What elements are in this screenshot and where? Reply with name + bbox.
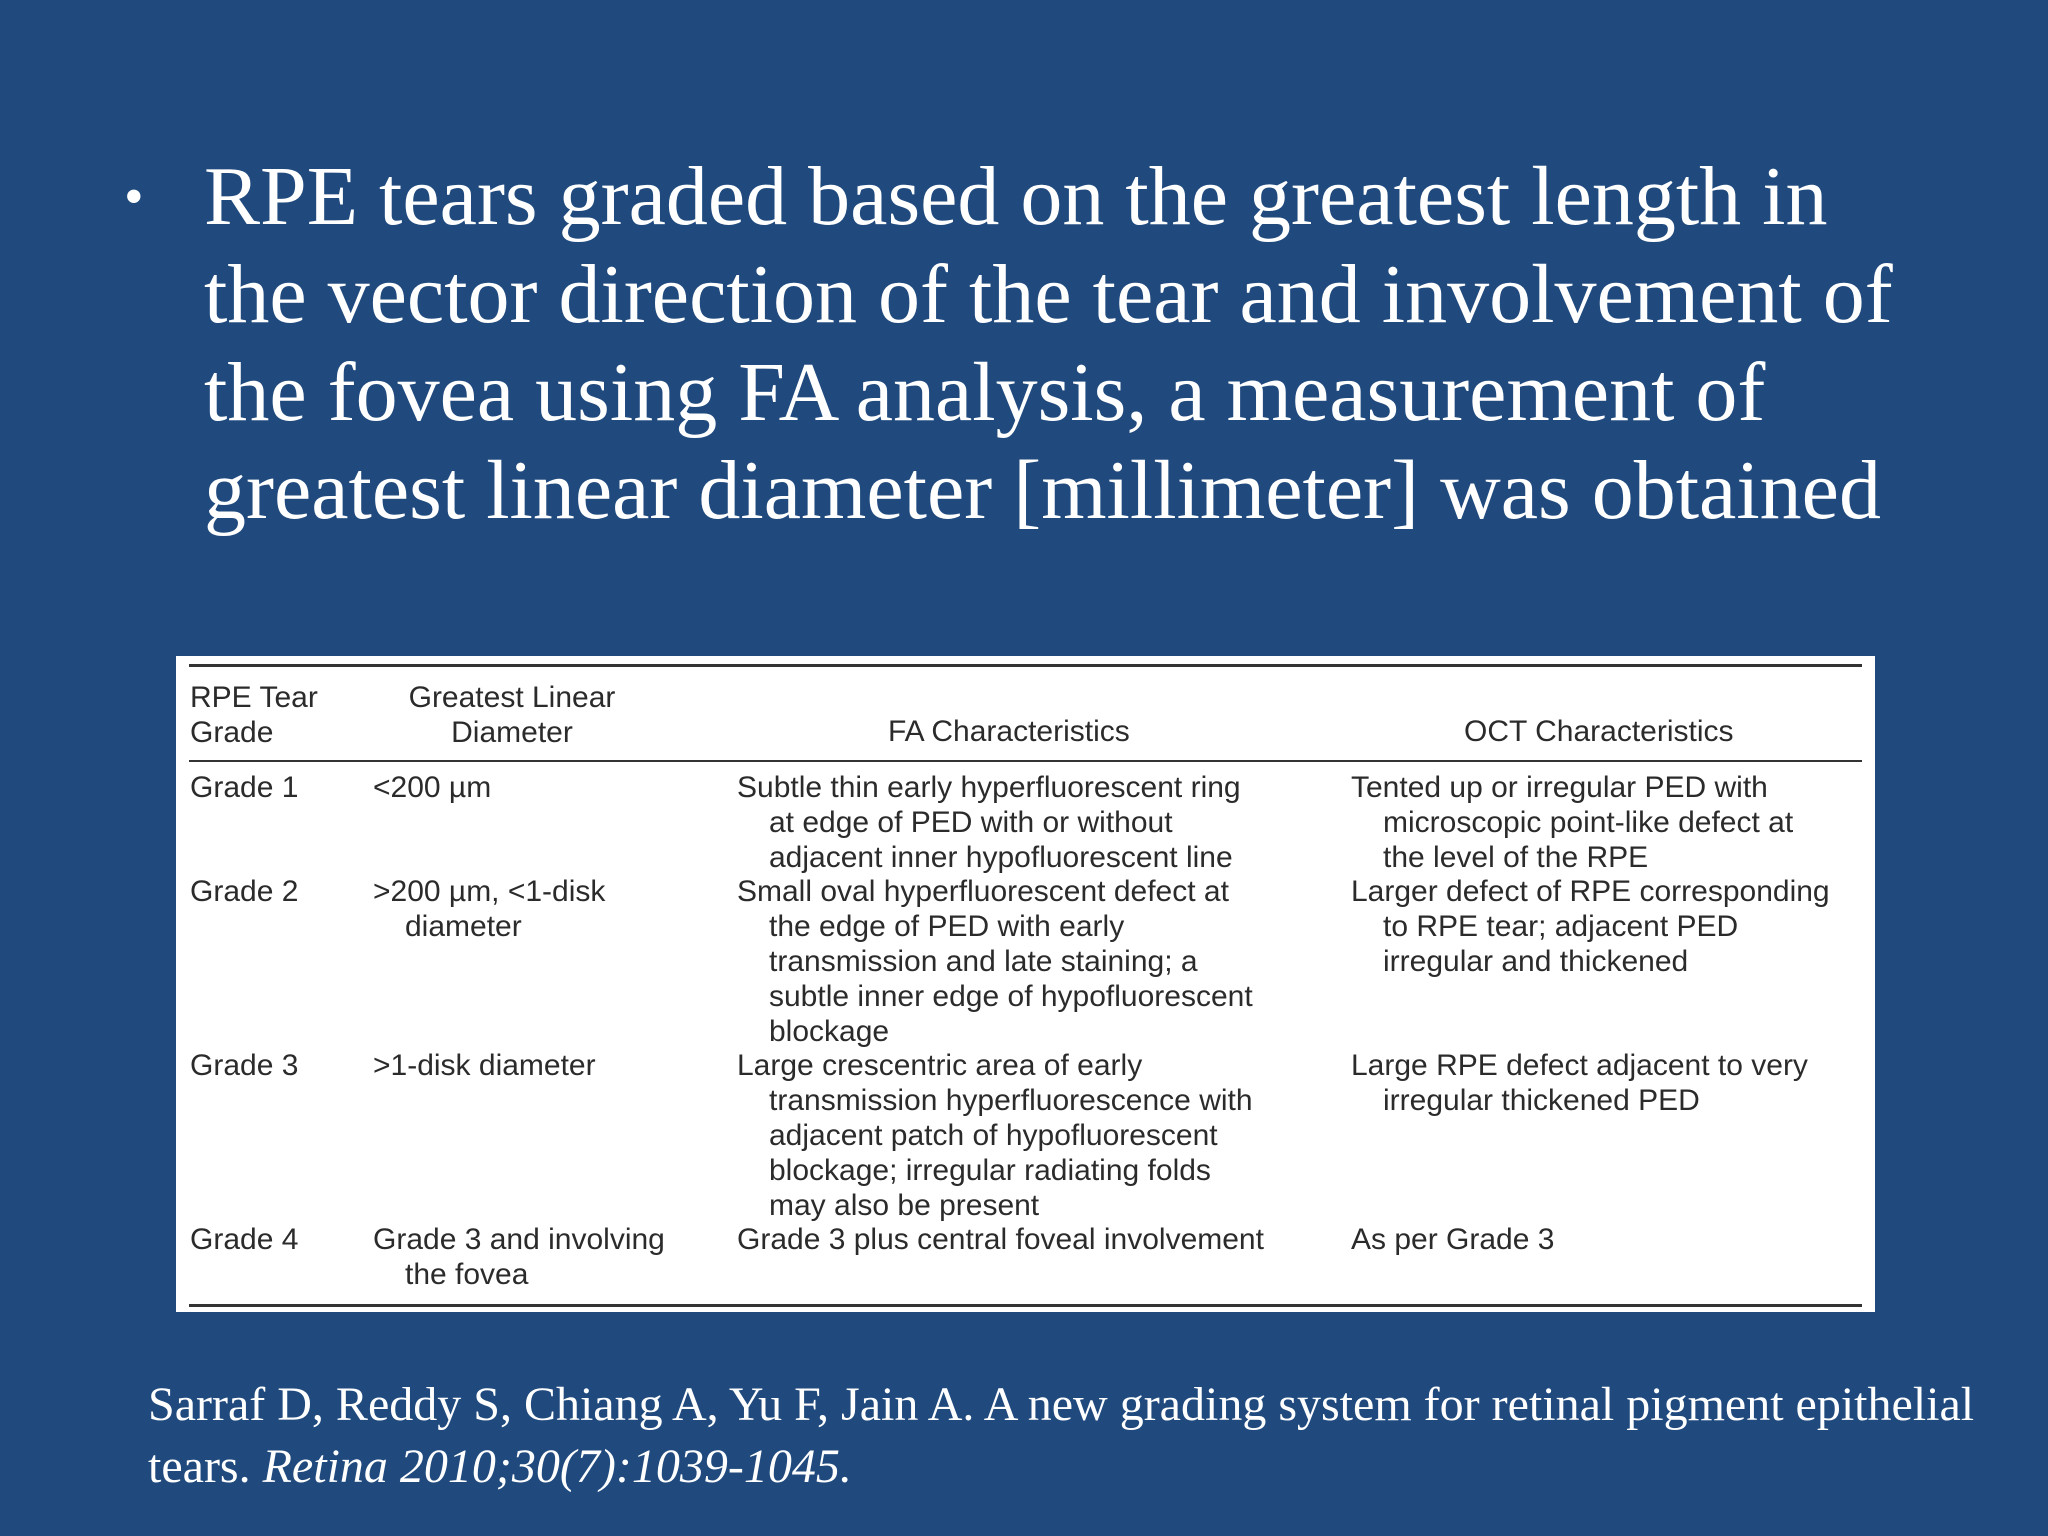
- row2-oct: Larger defect of RPE corresponding to RPE tear; adjacent PED irregular and thickened: [1351, 875, 1830, 978]
- row3-diameter: >1-disk diameter: [373, 1049, 596, 1082]
- row1-grade: Grade 1: [190, 771, 299, 804]
- row2-grade: Grade 2: [190, 875, 299, 908]
- citation-journal: Retina 2010;30(7):1039-1045.: [262, 1440, 852, 1493]
- table-top-rule: [189, 664, 1862, 667]
- row2-fa: Small oval hyperfluorescent defect at the edge of PED with early transmission and late staining; a subtle inner edge of hypofluorescent blockage: [737, 875, 1253, 1048]
- header-oct-characteristics: OCT Characteristics: [1464, 715, 1734, 748]
- row4-fa: Grade 3 plus central foveal involvement: [737, 1223, 1264, 1256]
- header-rpe-tear-grade: RPE Tear Grade: [190, 681, 318, 749]
- header-greatest-linear-diameter: Greatest Linear Diameter: [408, 681, 616, 749]
- row1-oct: Tented up or irregular PED with microscopic point-like defect at the level of the RPE: [1351, 771, 1794, 874]
- header-fa-characteristics: FA Characteristics: [888, 715, 1130, 748]
- row4-diameter: Grade 3 and involving the fovea: [373, 1223, 665, 1291]
- citation: [148, 1374, 2008, 1498]
- row1-fa: Subtle thin early hyperfluorescent ring at edge of PED with or without adjacent inner hypofluorescent line: [737, 771, 1241, 874]
- bullet-text: RPE tears graded based on the greatest length in the vector direction of the tear and involvement of the fovea using FA analysis, a measurement of greatest linear diameter [millimeter] was obtained: [204, 150, 1893, 537]
- row4-grade: Grade 4: [190, 1223, 299, 1256]
- bullet-marker: •: [124, 166, 144, 228]
- table-bottom-rule: [189, 1304, 1862, 1307]
- bullet-point: [120, 148, 1940, 540]
- row2-diameter: >200 µm, <1-disk diameter: [373, 875, 606, 943]
- row3-oct: Large RPE defect adjacent to very irregular thickened PED: [1351, 1049, 1808, 1117]
- row3-fa: Large crescentric area of early transmission hyperfluorescence with adjacent patch of hypofluorescent blockage; irregular radiating folds may also be present: [737, 1049, 1253, 1222]
- row4-oct: As per Grade 3: [1351, 1223, 1555, 1256]
- grading-table: [176, 656, 1875, 1312]
- table-header-rule: [189, 760, 1862, 762]
- row3-grade: Grade 3: [190, 1049, 299, 1082]
- row1-diameter: <200 µm: [373, 771, 492, 804]
- citation-text: Sarraf D, Reddy S, Chiang A, Yu F, Jain A. A new grading system for retinal pigment epithelial tears.: [148, 1378, 1975, 1493]
